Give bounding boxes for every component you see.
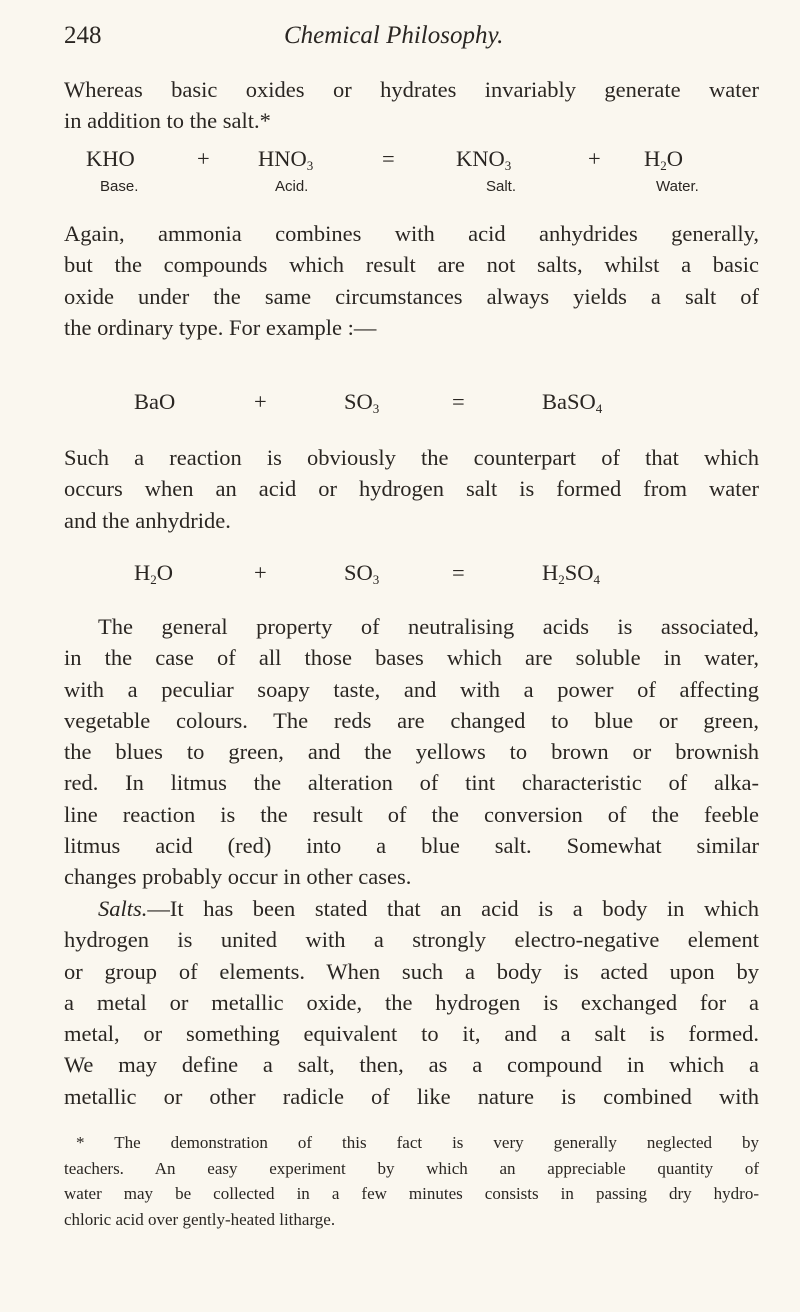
text-line: litmus acid (red) into a blue salt. Somewhat similar — [64, 833, 759, 859]
text-line: in addition to the salt.* — [64, 108, 271, 134]
paragraph-4 — [64, 611, 759, 893]
eq-plus: + — [254, 389, 267, 414]
eq-term: KHO — [86, 146, 135, 171]
eq-term: $SO_3$ — [344, 560, 380, 587]
text-line: vegetable colours. The reds are changed to blue or green, — [64, 707, 759, 733]
eq-term: BaO — [134, 389, 176, 414]
text-line: * The demonstration of this fact is very generally neglected by — [76, 1133, 759, 1152]
text-line: but the compounds which result are not salts, whilst a basic — [64, 252, 759, 278]
eq-term: BaSO$_4$ — [542, 389, 603, 416]
text-line: Salts.—It has been stated that an acid is a body in which — [98, 896, 759, 921]
text-line: the blues to green, and the yellows to brown or brownish — [64, 739, 759, 765]
text-line: Whereas basic oxides or hydrates invariably generate water — [64, 77, 759, 102]
eq-equals: = — [452, 389, 465, 414]
eq-plus: + — [588, 146, 601, 171]
eq-label: Salt. — [486, 178, 517, 195]
eq-term: $HNO_3$ — [258, 146, 314, 173]
text-line: Such a reaction is obviously the counterpart of that which — [64, 445, 759, 470]
text-line: chloric acid over gently-heated litharge. — [64, 1209, 336, 1229]
paragraph-2 — [64, 218, 759, 343]
text-line: red. In litmus the alteration of tint characteristic of alka- — [64, 770, 759, 796]
eq-term: $H_2SO_4$ — [542, 560, 601, 587]
paragraph-5 — [64, 893, 759, 1112]
text-line: with a peculiar soapy taste, and with a power of affecting — [64, 676, 759, 702]
eq-plus: + — [197, 146, 210, 171]
text-line: in the case of all those bases which are soluble in water, — [64, 645, 759, 671]
running-title: Chemical Philosophy. — [284, 22, 504, 49]
text-line: Again, ammonia combines with acid anhydrides generally, — [64, 221, 759, 246]
eq-term: $H_2O$ — [134, 560, 173, 587]
text-line: We may define a salt, then, as a compound in which a — [64, 1052, 759, 1078]
text-line: The general property of neutralising acids is associated, — [98, 614, 759, 639]
text-line: occurs when an acid or hydrogen salt is formed from water — [64, 476, 759, 502]
text-line: line reaction is the result of the conversion of the feeble — [64, 801, 759, 827]
text-line: oxide under the same circumstances always yields a salt of — [64, 283, 759, 309]
eq-label: Water. — [656, 178, 699, 195]
eq-term: $KNO_3$ — [456, 146, 512, 173]
footnote — [64, 1130, 759, 1232]
eq-equals: = — [452, 560, 465, 585]
text-line: metallic or other radicle of like nature is combined with — [64, 1083, 759, 1109]
text-line: hydrogen is united with a strongly electro-negative element — [64, 927, 759, 953]
text-line: water may be collected in a few minutes consists in passing dry hydro- — [64, 1184, 759, 1203]
text-line: and the anhydride. — [64, 507, 231, 533]
text-line: metal, or something equivalent to it, and a salt is formed. — [64, 1021, 759, 1047]
eq-label: Base. — [100, 178, 139, 195]
text-line: a metal or metallic oxide, the hydrogen is exchanged for a — [64, 989, 759, 1015]
paragraph-3 — [64, 442, 759, 536]
text-line: the ordinary type. For example :— — [64, 314, 377, 340]
text-line: teachers. An easy experiment by which an appreciable quantity of — [64, 1158, 759, 1178]
section-lead: Salts. — [98, 896, 148, 921]
eq-plus: + — [254, 560, 267, 585]
text-line: or group of elements. When such a body is acted upon by — [64, 958, 759, 984]
eq-term: $H_2O$ — [644, 146, 683, 173]
paragraph-1 — [64, 74, 759, 137]
page-number: 248 — [64, 22, 102, 49]
eq-equals: = — [382, 146, 395, 171]
page-header — [64, 22, 604, 62]
text-line: changes probably occur in other cases. — [64, 864, 412, 890]
eq-label: Acid. — [275, 178, 309, 195]
eq-term: $SO_3$ — [344, 389, 380, 416]
